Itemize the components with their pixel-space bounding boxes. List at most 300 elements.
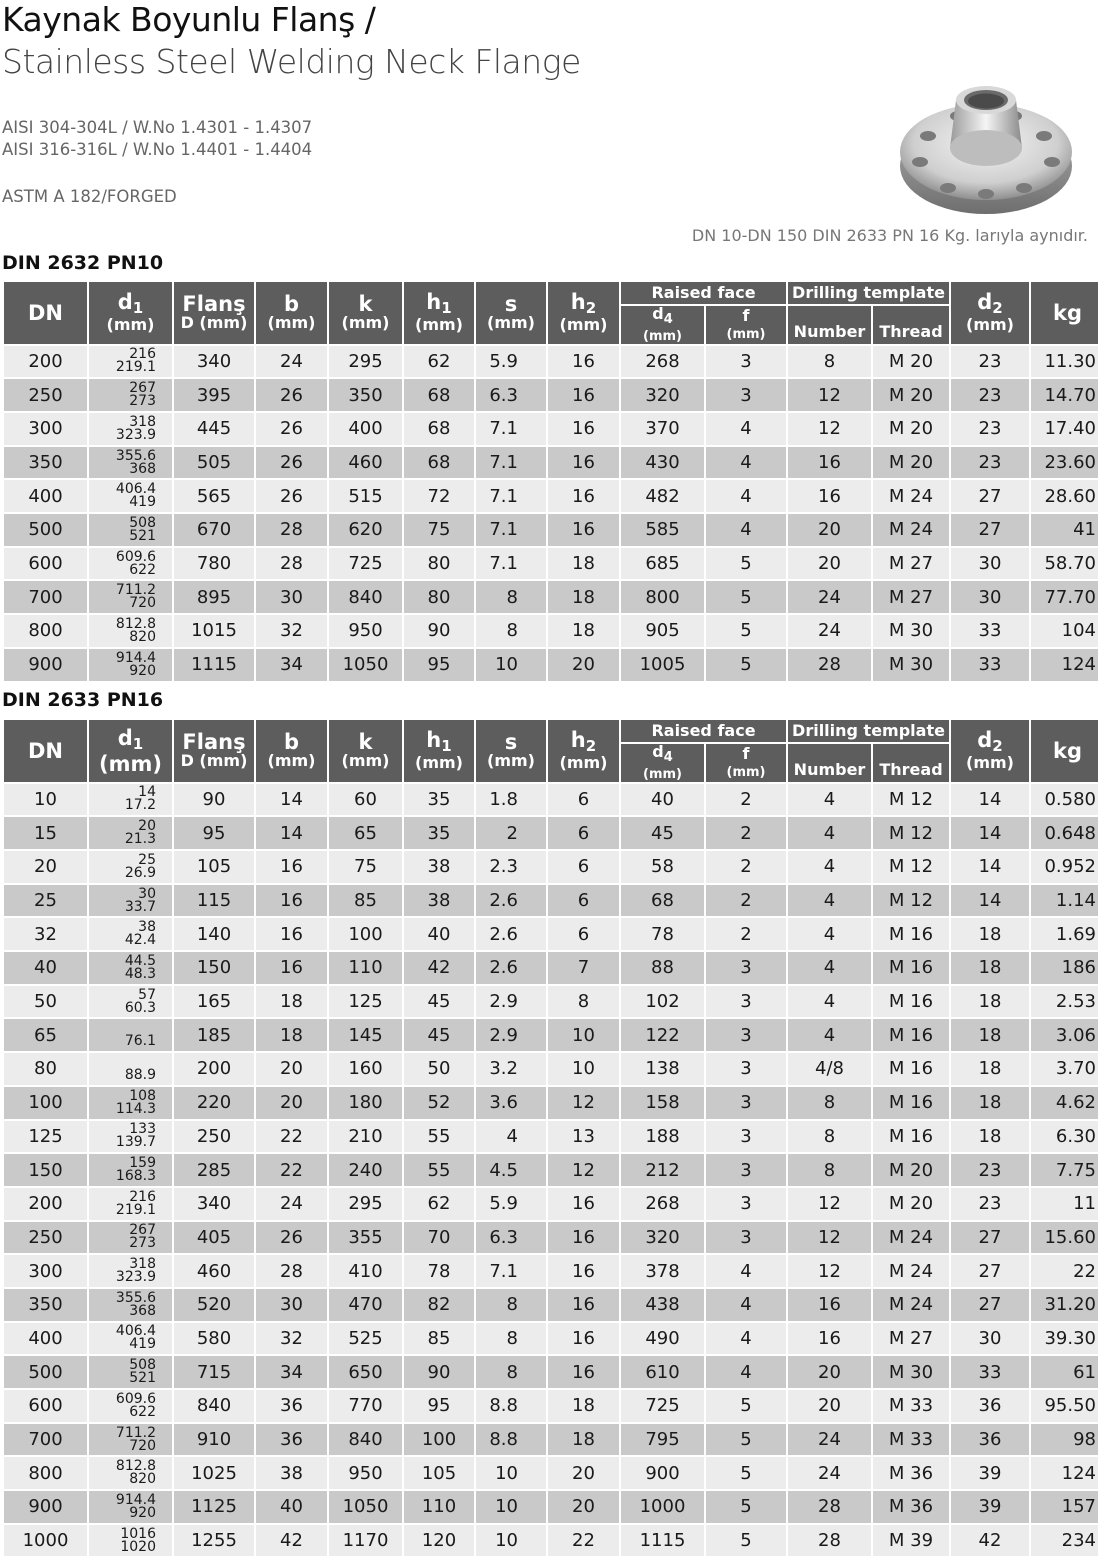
cell-number: 28 <box>787 1490 872 1524</box>
cell-flans-d: 200 <box>173 1052 255 1086</box>
cell-h1: 40 <box>403 917 475 951</box>
cell-number: 12 <box>787 1187 872 1221</box>
cell-thread: M 12 <box>872 783 950 817</box>
header-s: s (mm) <box>475 281 547 345</box>
cell-d1: 216 219.1 <box>88 345 173 379</box>
cell-d4: 1115 <box>620 1524 705 1558</box>
cell-k: 125 <box>328 985 403 1019</box>
cell-d1: 267 273 <box>88 378 173 412</box>
cell-d4: 40 <box>620 783 705 817</box>
cell-s: 8 <box>475 1322 547 1356</box>
cell-kg: 157 <box>1030 1490 1098 1524</box>
cell-kg: 15.60 <box>1030 1221 1098 1255</box>
cell-d1: 76.1 <box>88 1018 173 1052</box>
cell-thread: M 20 <box>872 446 950 480</box>
cell-h2: 6 <box>547 816 620 850</box>
cell-s: 7.1 <box>475 412 547 446</box>
cell-d1: 355.6 368 <box>88 1288 173 1322</box>
cell-flans-d: 95 <box>173 816 255 850</box>
cell-d1: 318 323.9 <box>88 1254 173 1288</box>
cell-number: 24 <box>787 1423 872 1457</box>
cell-f: 5 <box>705 1456 787 1490</box>
cell-dn: 400 <box>3 1322 88 1356</box>
cell-s: 8 <box>475 614 547 648</box>
cell-dn: 32 <box>3 917 88 951</box>
cell-h1: 105 <box>403 1456 475 1490</box>
cell-d2: 18 <box>950 1120 1030 1154</box>
cell-h2: 16 <box>547 1187 620 1221</box>
cell-dn: 400 <box>3 479 88 513</box>
cell-h2: 16 <box>547 378 620 412</box>
cell-d4: 1000 <box>620 1490 705 1524</box>
cell-thread: M 27 <box>872 547 950 581</box>
cell-f: 5 <box>705 547 787 581</box>
cell-h1: 68 <box>403 446 475 480</box>
header-d1: $d_1$ (mm) <box>88 719 173 783</box>
cell-h2: 16 <box>547 1322 620 1356</box>
cell-s: 8 <box>475 1355 547 1389</box>
cell-dn: 100 <box>3 1086 88 1120</box>
table-row <box>3 1018 1098 1052</box>
cell-s: 7.1 <box>475 547 547 581</box>
cell-d2: 18 <box>950 917 1030 951</box>
cell-kg: 17.40 <box>1030 412 1098 446</box>
cell-flans-d: 185 <box>173 1018 255 1052</box>
cell-number: 24 <box>787 1456 872 1490</box>
cell-f: 4 <box>705 1288 787 1322</box>
cell-dn: 600 <box>3 547 88 581</box>
header-flans: Flanş D (mm) <box>173 719 255 783</box>
cell-number: 8 <box>787 1086 872 1120</box>
cell-s: 2 <box>475 816 547 850</box>
cell-flans-d: 1125 <box>173 1490 255 1524</box>
cell-s: 3.2 <box>475 1052 547 1086</box>
cell-thread: M 24 <box>872 513 950 547</box>
cell-d2: 27 <box>950 1221 1030 1255</box>
table-row <box>3 446 1098 480</box>
cell-kg: 234 <box>1030 1524 1098 1558</box>
cell-f: 3 <box>705 985 787 1019</box>
header-kg: kg <box>1030 281 1098 345</box>
cell-h1: 78 <box>403 1254 475 1288</box>
cell-k: 295 <box>328 345 403 379</box>
cell-s: 10 <box>475 1490 547 1524</box>
cell-thread: M 16 <box>872 985 950 1019</box>
cell-thread: M 20 <box>872 412 950 446</box>
table-row <box>3 951 1098 985</box>
cell-flans-d: 505 <box>173 446 255 480</box>
cell-d1: 355.6 368 <box>88 446 173 480</box>
cell-d1: 44.5 48.3 <box>88 951 173 985</box>
table-row <box>3 1086 1098 1120</box>
cell-number: 16 <box>787 1288 872 1322</box>
cell-s: 2.6 <box>475 951 547 985</box>
cell-d4: 102 <box>620 985 705 1019</box>
cell-flans-d: 910 <box>173 1423 255 1457</box>
cell-f: 4 <box>705 479 787 513</box>
header-d4: $d_4$ (mm) <box>620 305 705 345</box>
cell-h1: 55 <box>403 1153 475 1187</box>
cell-f: 5 <box>705 1423 787 1457</box>
cell-f: 4 <box>705 513 787 547</box>
cell-thread: M 39 <box>872 1524 950 1558</box>
cell-d1: 38 42.4 <box>88 917 173 951</box>
cell-f: 3 <box>705 1153 787 1187</box>
cell-b: 26 <box>255 446 328 480</box>
cell-d4: 905 <box>620 614 705 648</box>
cell-number: 12 <box>787 1221 872 1255</box>
cell-d2: 27 <box>950 1288 1030 1322</box>
cell-h1: 90 <box>403 614 475 648</box>
cell-thread: M 30 <box>872 1355 950 1389</box>
cell-s: 4.5 <box>475 1153 547 1187</box>
cell-kg: 3.70 <box>1030 1052 1098 1086</box>
cell-d2: 23 <box>950 446 1030 480</box>
cell-f: 4 <box>705 446 787 480</box>
cell-h1: 35 <box>403 816 475 850</box>
cell-s: 5.9 <box>475 1187 547 1221</box>
spec-line-2: AISI 316-316L / W.No 1.4401 - 1.4404 <box>2 140 313 159</box>
cell-b: 36 <box>255 1423 328 1457</box>
cell-number: 4/8 <box>787 1052 872 1086</box>
cell-k: 525 <box>328 1322 403 1356</box>
cell-thread: M 30 <box>872 648 950 682</box>
cell-kg: 23.60 <box>1030 446 1098 480</box>
cell-number: 24 <box>787 580 872 614</box>
page-subtitle: Stainless Steel Welding Neck Flange <box>2 42 581 81</box>
cell-h1: 68 <box>403 412 475 446</box>
cell-h2: 18 <box>547 1389 620 1423</box>
cell-kg: 22 <box>1030 1254 1098 1288</box>
cell-k: 515 <box>328 479 403 513</box>
cell-s: 5.9 <box>475 345 547 379</box>
cell-h2: 18 <box>547 1423 620 1457</box>
cell-b: 20 <box>255 1052 328 1086</box>
cell-h2: 22 <box>547 1524 620 1558</box>
cell-h2: 12 <box>547 1153 620 1187</box>
cell-b: 14 <box>255 816 328 850</box>
cell-h2: 16 <box>547 1355 620 1389</box>
cell-h1: 85 <box>403 1322 475 1356</box>
cell-b: 38 <box>255 1456 328 1490</box>
cell-d2: 36 <box>950 1423 1030 1457</box>
cell-b: 18 <box>255 1018 328 1052</box>
cell-b: 16 <box>255 951 328 985</box>
cell-flans-d: 115 <box>173 884 255 918</box>
cell-d1: 88.9 <box>88 1052 173 1086</box>
cell-flans-d: 285 <box>173 1153 255 1187</box>
cell-k: 840 <box>328 1423 403 1457</box>
header-raised-face: Raised face <box>620 719 787 743</box>
cell-k: 840 <box>328 580 403 614</box>
cell-d1: 812.8 820 <box>88 614 173 648</box>
flange-image <box>898 70 1074 218</box>
cell-d1: 812.8 820 <box>88 1456 173 1490</box>
cell-thread: M 12 <box>872 850 950 884</box>
cell-kg: 0.648 <box>1030 816 1098 850</box>
header-b: b (mm) <box>255 281 328 345</box>
cell-d1: 14 17.2 <box>88 783 173 817</box>
cell-dn: 700 <box>3 1423 88 1457</box>
table-row <box>3 1153 1098 1187</box>
cell-dn: 800 <box>3 1456 88 1490</box>
cell-number: 4 <box>787 816 872 850</box>
cell-dn: 15 <box>3 816 88 850</box>
cell-s: 7.1 <box>475 1254 547 1288</box>
cell-b: 16 <box>255 850 328 884</box>
cell-kg: 1.69 <box>1030 917 1098 951</box>
cell-f: 2 <box>705 850 787 884</box>
cell-b: 16 <box>255 917 328 951</box>
cell-k: 1050 <box>328 1490 403 1524</box>
table-row <box>3 513 1098 547</box>
cell-h2: 6 <box>547 850 620 884</box>
table-row <box>3 1254 1098 1288</box>
cell-d1: 318 323.9 <box>88 412 173 446</box>
cell-d2: 18 <box>950 985 1030 1019</box>
cell-d4: 370 <box>620 412 705 446</box>
cell-s: 7.1 <box>475 479 547 513</box>
cell-flans-d: 340 <box>173 345 255 379</box>
table-row <box>3 1423 1098 1457</box>
cell-f: 2 <box>705 816 787 850</box>
cell-kg: 4.62 <box>1030 1086 1098 1120</box>
header-s: s (mm) <box>475 719 547 783</box>
cell-b: 14 <box>255 783 328 817</box>
cell-b: 28 <box>255 513 328 547</box>
cell-h2: 20 <box>547 1456 620 1490</box>
cell-b: 26 <box>255 479 328 513</box>
cell-d4: 188 <box>620 1120 705 1154</box>
cell-thread: M 20 <box>872 1187 950 1221</box>
cell-s: 1.8 <box>475 783 547 817</box>
cell-d2: 14 <box>950 816 1030 850</box>
cell-flans-d: 150 <box>173 951 255 985</box>
cell-flans-d: 460 <box>173 1254 255 1288</box>
cell-d4: 800 <box>620 580 705 614</box>
header-d2: $d_2$ (mm) <box>950 281 1030 345</box>
cell-number: 12 <box>787 378 872 412</box>
cell-s: 8.8 <box>475 1389 547 1423</box>
header-drilling-template: Drilling template <box>787 719 950 743</box>
cell-b: 32 <box>255 614 328 648</box>
cell-k: 75 <box>328 850 403 884</box>
header-d2: $d_2$ (mm) <box>950 719 1030 783</box>
cell-s: 8 <box>475 580 547 614</box>
table-pn10 <box>2 280 1098 683</box>
cell-flans-d: 445 <box>173 412 255 446</box>
cell-k: 85 <box>328 884 403 918</box>
cell-thread: M 12 <box>872 816 950 850</box>
cell-number: 20 <box>787 513 872 547</box>
table-pn16 <box>2 718 1098 1558</box>
cell-flans-d: 1015 <box>173 614 255 648</box>
cell-h1: 38 <box>403 850 475 884</box>
cell-h1: 45 <box>403 1018 475 1052</box>
cell-k: 1170 <box>328 1524 403 1558</box>
cell-s: 8 <box>475 1288 547 1322</box>
cell-k: 60 <box>328 783 403 817</box>
cell-d1: 711.2 720 <box>88 1423 173 1457</box>
cell-k: 950 <box>328 1456 403 1490</box>
table-row <box>3 1490 1098 1524</box>
cell-h1: 70 <box>403 1221 475 1255</box>
cell-number: 16 <box>787 1322 872 1356</box>
cell-h2: 6 <box>547 917 620 951</box>
cell-thread: M 16 <box>872 951 950 985</box>
cell-d2: 27 <box>950 1254 1030 1288</box>
cell-h2: 16 <box>547 479 620 513</box>
cell-d1: 159 168.3 <box>88 1153 173 1187</box>
cell-d2: 23 <box>950 378 1030 412</box>
cell-kg: 7.75 <box>1030 1153 1098 1187</box>
cell-d1: 609.6 622 <box>88 1389 173 1423</box>
cell-d2: 33 <box>950 614 1030 648</box>
cell-f: 5 <box>705 580 787 614</box>
cell-s: 2.9 <box>475 985 547 1019</box>
cell-kg: 11.30 <box>1030 345 1098 379</box>
cell-thread: M 16 <box>872 1120 950 1154</box>
cell-k: 110 <box>328 951 403 985</box>
header-number: Number <box>787 305 872 345</box>
header-kg: kg <box>1030 719 1098 783</box>
cell-dn: 40 <box>3 951 88 985</box>
cell-d2: 27 <box>950 479 1030 513</box>
cell-s: 7.1 <box>475 446 547 480</box>
table-row <box>3 985 1098 1019</box>
cell-h2: 12 <box>547 1086 620 1120</box>
cell-d4: 268 <box>620 345 705 379</box>
cell-d4: 122 <box>620 1018 705 1052</box>
cell-kg: 124 <box>1030 648 1098 682</box>
cell-k: 770 <box>328 1389 403 1423</box>
cell-d4: 58 <box>620 850 705 884</box>
cell-kg: 61 <box>1030 1355 1098 1389</box>
cell-flans-d: 780 <box>173 547 255 581</box>
cell-h1: 80 <box>403 547 475 581</box>
cell-d4: 795 <box>620 1423 705 1457</box>
cell-h1: 90 <box>403 1355 475 1389</box>
cell-s: 2.9 <box>475 1018 547 1052</box>
table-row <box>3 547 1098 581</box>
cell-d4: 320 <box>620 378 705 412</box>
cell-d2: 14 <box>950 783 1030 817</box>
cell-thread: M 16 <box>872 1018 950 1052</box>
cell-k: 160 <box>328 1052 403 1086</box>
cell-b: 34 <box>255 648 328 682</box>
cell-dn: 350 <box>3 1288 88 1322</box>
cell-kg: 28.60 <box>1030 479 1098 513</box>
cell-d4: 378 <box>620 1254 705 1288</box>
cell-k: 410 <box>328 1254 403 1288</box>
cell-number: 28 <box>787 648 872 682</box>
cell-d2: 36 <box>950 1389 1030 1423</box>
table-row <box>3 1456 1098 1490</box>
cell-k: 1050 <box>328 648 403 682</box>
cell-h1: 45 <box>403 985 475 1019</box>
header-f: f (mm) <box>705 305 787 345</box>
cell-dn: 300 <box>3 412 88 446</box>
cell-f: 5 <box>705 614 787 648</box>
cell-flans-d: 105 <box>173 850 255 884</box>
cell-b: 18 <box>255 985 328 1019</box>
cell-number: 20 <box>787 1389 872 1423</box>
header-thread: Thread <box>872 743 950 783</box>
cell-d4: 900 <box>620 1456 705 1490</box>
cell-flans-d: 220 <box>173 1086 255 1120</box>
cell-kg: 98 <box>1030 1423 1098 1457</box>
cell-h1: 75 <box>403 513 475 547</box>
cell-h2: 6 <box>547 884 620 918</box>
cell-d4: 430 <box>620 446 705 480</box>
cell-d4: 88 <box>620 951 705 985</box>
cell-b: 16 <box>255 884 328 918</box>
cell-b: 28 <box>255 547 328 581</box>
table-row <box>3 850 1098 884</box>
cell-number: 4 <box>787 917 872 951</box>
cell-h1: 82 <box>403 1288 475 1322</box>
cell-number: 4 <box>787 1018 872 1052</box>
cell-thread: M 20 <box>872 1153 950 1187</box>
cell-s: 8.8 <box>475 1423 547 1457</box>
header-h1: $h_1$ (mm) <box>403 719 475 783</box>
header-k: k (mm) <box>328 719 403 783</box>
cell-d4: 1005 <box>620 648 705 682</box>
cell-k: 950 <box>328 614 403 648</box>
cell-thread: M 24 <box>872 1288 950 1322</box>
cell-kg: 95.50 <box>1030 1389 1098 1423</box>
cell-kg: 31.20 <box>1030 1288 1098 1322</box>
cell-flans-d: 670 <box>173 513 255 547</box>
cell-flans-d: 715 <box>173 1355 255 1389</box>
header-raised-face: Raised face <box>620 281 787 305</box>
cell-dn: 25 <box>3 884 88 918</box>
cell-dn: 65 <box>3 1018 88 1052</box>
header-b: b (mm) <box>255 719 328 783</box>
cell-h2: 16 <box>547 345 620 379</box>
table-row <box>3 1120 1098 1154</box>
cell-thread: M 24 <box>872 1254 950 1288</box>
cell-d4: 685 <box>620 547 705 581</box>
cell-number: 12 <box>787 1254 872 1288</box>
cell-kg: 104 <box>1030 614 1098 648</box>
cell-h1: 52 <box>403 1086 475 1120</box>
cell-dn: 500 <box>3 1355 88 1389</box>
cell-b: 32 <box>255 1322 328 1356</box>
header-drilling-template: Drilling template <box>787 281 950 305</box>
cell-b: 42 <box>255 1524 328 1558</box>
cell-d4: 610 <box>620 1355 705 1389</box>
cell-d2: 14 <box>950 850 1030 884</box>
cell-f: 3 <box>705 1086 787 1120</box>
cell-h1: 80 <box>403 580 475 614</box>
cell-d1: 711.2 720 <box>88 580 173 614</box>
cell-h1: 50 <box>403 1052 475 1086</box>
cell-f: 4 <box>705 412 787 446</box>
cell-d4: 585 <box>620 513 705 547</box>
cell-dn: 900 <box>3 648 88 682</box>
cell-d4: 68 <box>620 884 705 918</box>
table-row <box>3 1288 1098 1322</box>
header-h1: $h_1$ (mm) <box>403 281 475 345</box>
cell-k: 180 <box>328 1086 403 1120</box>
cell-h2: 16 <box>547 513 620 547</box>
cell-f: 5 <box>705 648 787 682</box>
cell-d1: 1016 1020 <box>88 1524 173 1558</box>
cell-number: 4 <box>787 951 872 985</box>
cell-d4: 78 <box>620 917 705 951</box>
cell-f: 2 <box>705 884 787 918</box>
